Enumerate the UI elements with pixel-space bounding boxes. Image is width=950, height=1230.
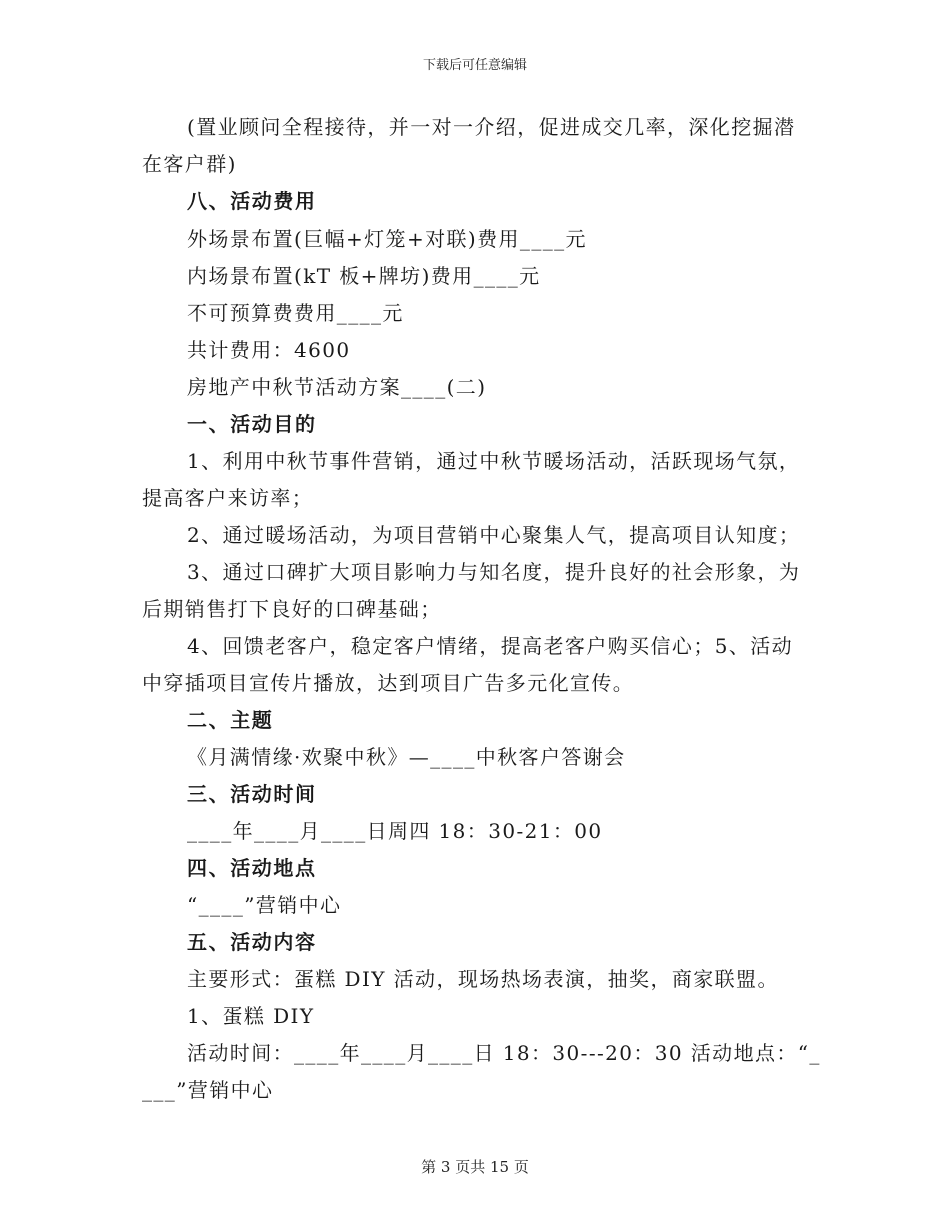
body-line: 活动时间：____年____月____日 18：30---20：30 活动地点：“_: [187, 1041, 821, 1065]
body-line: 4、回馈老客户，稳定客户情绪，提高老客户购买信心；5、活动: [187, 634, 794, 658]
body-line: 外场景布置(巨幅+灯笼+对联)费用____元: [187, 227, 587, 251]
body-line: (置业顾问全程接待，并一对一介绍，促进成交几率，深化挖掘潜: [187, 115, 796, 139]
page-footer: 第 3 页共 15 页: [421, 1158, 529, 1176]
body-line: 1、利用中秋节事件营销，通过中秋节暖场活动，活跃现场气氛，: [187, 449, 801, 473]
body-line: 在客户群): [142, 152, 237, 176]
body-line: 主要形式：蛋糕 DIY 活动，现场热场表演，抽奖，商家联盟。: [187, 967, 779, 991]
body-line: 不可预算费费用____元: [187, 301, 404, 325]
body-line: 内场景布置(kT 板+牌坊)费用____元: [187, 264, 541, 288]
body-line: 1、蛋糕 DIY: [187, 1004, 315, 1028]
body-line: “____”营销中心: [187, 893, 342, 917]
page-header: 下载后可任意编辑: [422, 58, 527, 73]
section-heading: 三、活动时间: [187, 782, 317, 806]
body-line: 《月满情缘·欢聚中秋》—____中秋客户答谢会: [187, 745, 626, 769]
section-heading: 四、活动地点: [187, 856, 317, 880]
section-heading: 一、活动目的: [187, 412, 317, 436]
section-heading: 五、活动内容: [187, 930, 317, 954]
body-line: 提高客户来访率；: [142, 486, 314, 510]
body-line: 3、通过口碑扩大项目影响力与知名度，提升良好的社会形象，为: [187, 560, 801, 584]
section-heading: 二、主题: [187, 708, 274, 732]
body-line: ____年____月____日周四 18：30-21：00: [187, 819, 603, 843]
body-line: ___”营销中心: [142, 1078, 274, 1102]
body-line: 2、通过暖场活动，为项目营销中心聚集人气，提高项目认知度；: [187, 523, 801, 547]
body-line: 中穿插项目宣传片播放，达到项目广告多元化宣传。: [142, 671, 635, 695]
body-line: 共计费用：4600: [187, 338, 351, 362]
section-heading: 八、活动费用: [187, 189, 317, 213]
body-line: 后期销售打下良好的口碑基础；: [142, 597, 442, 621]
body-line: 房地产中秋节活动方案____(二): [187, 375, 487, 399]
